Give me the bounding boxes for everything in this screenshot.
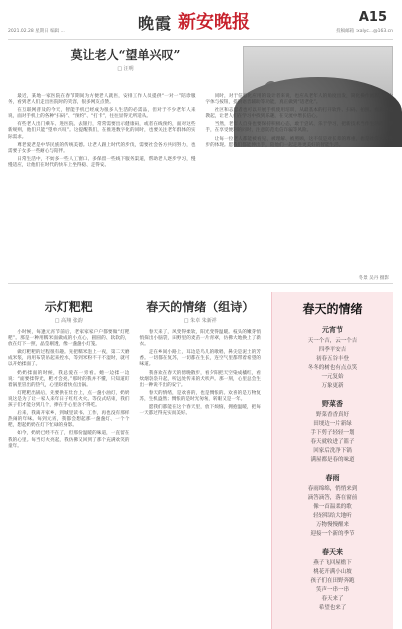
poem-line: 初春五谷丰登 <box>315 356 349 362</box>
top-heading <box>8 40 243 72</box>
poem-line: 春天就收进了篮子 <box>310 439 355 445</box>
poem-line: 四季平安吉 <box>318 347 347 353</box>
paragraph: 春天的情绪，是欢喜的，也是惆怅的。欢喜的是万物复苏，生机盎然；惆怅的是时光匆匆，转眼又是一年。 <box>139 390 261 402</box>
poem-line: 野菜香香真好 <box>315 412 349 418</box>
photo-caption: 冬景 吴丹 摄影 <box>358 276 389 281</box>
poem-line: 一元复始 <box>321 374 344 380</box>
middle-title: 春天的情绪（组诗） <box>146 300 255 314</box>
paragraph: 当然，老年人自身也要保持积极心态，敢于尝试、乐于学习，把新技术当作生活的好帮手，在享受便利的同时，注意防范电信诈骗等风险。 <box>205 122 393 134</box>
left-byline: □ 高翔 张韵 <box>54 318 83 324</box>
poem-panel-title: 春天的情绪 <box>302 302 363 316</box>
poem-line: 燕子飞回屋檐下 <box>313 560 352 566</box>
paragraph: 最近，某地一家医院在春节期间为方便老人就医，安排工作人员提供“一对一”陪诊服务，看到老人们走出医院时的笑容，很多网友点赞。 <box>8 94 196 106</box>
paragraph: 后来，我离开家乡，到城里读书、工作，再也没有那样热闹的年味。每到元宵，我都会想起那一盏盏灯、一个个粑，想起奶奶在灯下忙碌的身影。 <box>8 411 130 429</box>
poem-line: 轻轻唱给大地听 <box>313 513 352 519</box>
poem-line: 回家后洗净下锅 <box>313 448 352 454</box>
paragraph: 愿我们都能在这个春天里，放下烦恼，拥抱温暖，把每一天都过得充实而美好。 <box>139 405 261 417</box>
poem-block <box>280 473 385 539</box>
poem-blocks <box>280 325 385 613</box>
poem-line: 春雨绵绵，悄悄来到 <box>307 486 358 492</box>
poem-line: 冬冬的树也有点点笑 <box>307 365 358 371</box>
poem-line: 手下剪子轻轻一划 <box>310 430 355 436</box>
paragraph: 奶奶揉面的时候，我总爱在一旁看。她一边揉一边说：“面要揉得光，粑才会亮。”那时的我并不懂，只知道盯着锅里冒出的热气，心里盼着快点出锅。 <box>8 370 130 388</box>
poem-line: 春天来了 <box>321 596 344 602</box>
top-article <box>8 40 393 284</box>
top-left-column <box>8 94 196 273</box>
top-title: 莫让老人“望单兴叹” <box>70 48 181 62</box>
paragraph: 社区和志愿者也可以开展手机使用培训，从最基本的打开软件、扫码、拍照、视频通话教起，让老人们在学习中找到乐趣，在交流中增长信心。 <box>205 108 393 120</box>
meta-left: 2021.02.28 星期日 编辑 ... <box>8 29 65 34</box>
top-byline: □ 汪明 <box>117 66 134 72</box>
page-number: A15 <box>358 10 387 25</box>
paragraph: 尊老爱老是中华民族的传统美德。让老人跟上时代的步伐，需要社会各方共同努力，也需要子女多一些耐心与陪伴。 <box>8 142 196 154</box>
poem-line: 孩子们在田野奔跑 <box>310 578 355 584</box>
poem-title: 春雨 <box>325 474 340 482</box>
masthead <box>8 6 393 40</box>
poem-line: 滴答滴答，落在窗前 <box>307 495 358 501</box>
paragraph: 有些老人出门乘车、进医院、去银行，常常需要出示健康码，或者在线预约，面对这些新规则，他们只能“望单兴叹”。这提醒我们，在推进数字化的同时，也要关注老年群体的实际需求。 <box>8 122 196 140</box>
meta-right: 投稿邮箱 :xalyc...@163.cn <box>336 29 393 34</box>
poem-block <box>280 547 385 613</box>
paragraph: 春天来了，风变得柔软，阳光变得温暖。枝头的嫩芽悄悄探出小脑袋，田野里的麦苗一片青翠，仿佛大地换上了新衣。 <box>139 330 261 348</box>
middle-text <box>140 330 262 417</box>
left-title: 示灯粑粑 <box>44 300 93 314</box>
poem-line: 像一首温柔的歌 <box>313 504 352 510</box>
paragraph: 如今，奶奶已经不在了，但那份温暖的味道，一直留在我的心里。每当灯火亮起，我仿佛又回到了那个充满欢笑的童年。 <box>8 431 130 449</box>
poem-title: 元宵节 <box>322 326 343 334</box>
poem-line: 田埂边一片新绿 <box>313 421 352 427</box>
poem-line: 笑声一串一串 <box>315 587 349 593</box>
poem-line: 迎接一个新的季节 <box>310 531 355 537</box>
paragraph: 让每一位老人都能被看见、被理解、被照顾，这不仅是对长辈的尊重，也是社会文明进步的体现。愿我们都能伸出手，陪他们一起走进更美好的智能生活。 <box>205 136 393 148</box>
top-text-columns <box>8 94 393 273</box>
poem-line: 天一个吉，云一个吉 <box>307 338 358 344</box>
paragraph: 做灯粑粑的过程很有趣。先把糯米泡上一夜，第二天磨成米浆，再用布袋吊起来控水，等到米粉不干不湿时，就可以开始揉面了。 <box>8 350 130 368</box>
brand-right: 新安晚报 <box>178 12 251 33</box>
middle-byline: □ 朱卓 朱新祥 <box>183 318 217 324</box>
paragraph: 小时候，每逢元宵节前后，老家家家户户都要做“灯粑粑”。那是一种用糯米面做成的小点心，圆圆的、软软的，放在灯下一照，晶莹剔透，像一盏盏小灯笼。 <box>8 330 130 348</box>
meta-line <box>8 28 393 34</box>
poem-line: 满屋都是春的味道 <box>310 457 355 463</box>
left-section <box>8 292 130 629</box>
poem-title: 野菜香 <box>322 400 343 408</box>
paragraph: 同时，对于信息化应用的设计者来说，也应从老年人的角度出发，简化操作流程，增大字体与按钮，提供语音辅助等功能，真正做到“适老化”。 <box>205 94 393 106</box>
paragraph: 日常生活中，不妨多一些人工窗口、多保留一些线下服务渠道，帮助老人逐步学习，慢慢适应，让他们在时代的快车上坐得稳、走得安。 <box>8 156 196 168</box>
brand-left: 晚霞 <box>138 14 173 33</box>
left-text <box>8 330 130 450</box>
poem-line: 希望也来了 <box>318 605 347 611</box>
bottom-area <box>8 284 393 611</box>
poem-panel <box>271 292 393 629</box>
paragraph: 灯粑粑出锅后，先要供在灶台上，点一盏小油灯，奶奶说这是为了让一家人来年日子红红火火。等仪式结束，我们孩子们才能分到几个，捧在手心里舍不得吃。 <box>8 390 130 409</box>
poem-line: 万象更新 <box>321 383 344 389</box>
top-right-column <box>206 94 394 273</box>
middle-section <box>140 292 262 629</box>
poem-title: 春天来 <box>322 548 343 556</box>
poem-line: 桃花开满小山坡 <box>313 569 352 575</box>
paragraph: 我喜欢在春天的傍晚散步，看夕阳把天空染成橘红，看炊烟袅袅升起，听远处传来的犬吠声。那一刻，心里总会生出一种说不出的安宁。 <box>139 370 261 388</box>
poem-line: 万物慢慢醒来 <box>315 522 349 528</box>
paragraph: 在互联网普及的今天，智能手机已经成为很多人生活的必需品，但对于不少老年人来说，面对手机上的各种“扫码”、“预约”、“打卡”，往往显得无所适从。 <box>8 108 196 120</box>
poem-block <box>280 325 385 391</box>
poem-block <box>280 399 385 465</box>
paragraph: 走在乡间小路上，耳边是鸟儿的歌唱，鼻尖是泥土的芳香。一切都在复苏，一切都在生长，连空气里都带着希望的味道。 <box>139 350 261 368</box>
